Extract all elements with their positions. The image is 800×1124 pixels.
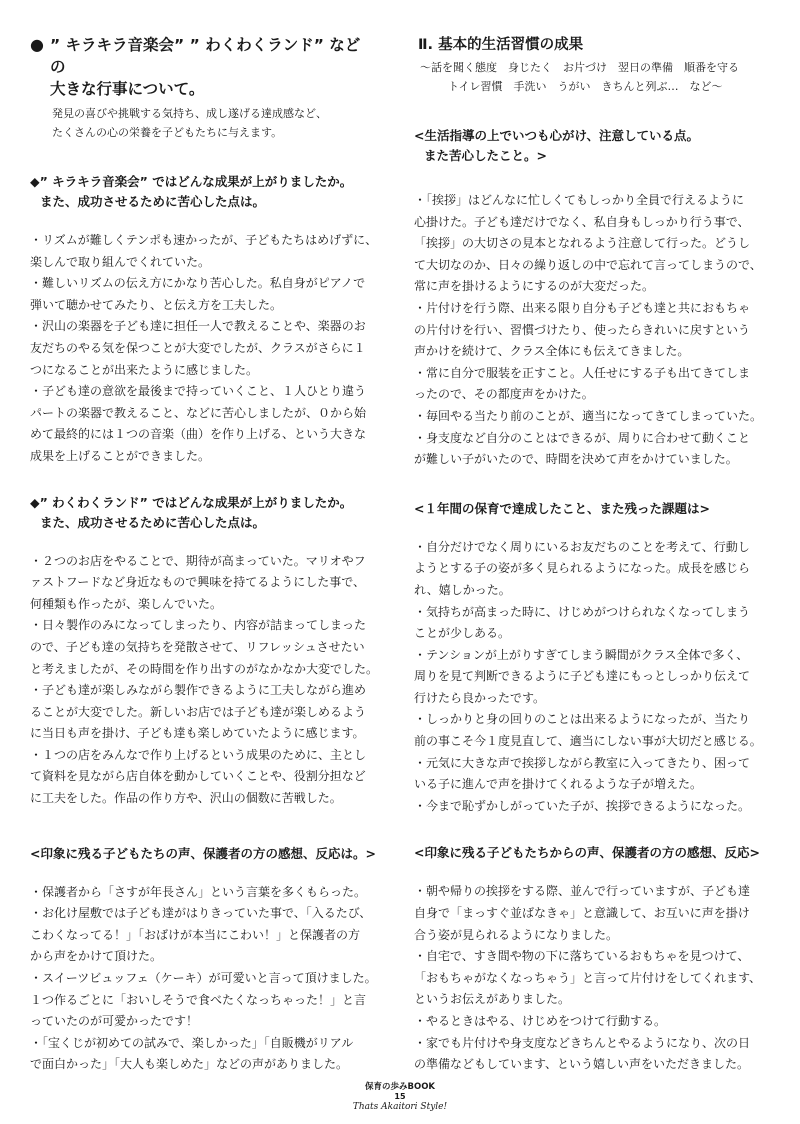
text-line: ・スイーツビュッフェ（ケーキ）が可愛いと言って頂けました。 <box>30 971 377 986</box>
text-line: パートの楽器で教えること、などに苦心しましたが、０から始 <box>30 405 367 420</box>
text-line: ・「宝くじが初めての試みで、楽しかった」「自販機がリアル <box>30 1035 354 1050</box>
guidance-question-line2: また苦心したこと。> <box>424 148 547 163</box>
music-question-line2: また、成功させるために苦心した点は。 <box>40 194 266 209</box>
impression-answer <box>30 882 375 1076</box>
music-question-line1: ◆” キラキラ音楽会” ではどんな成果が上がりましたか。 <box>30 174 353 189</box>
intro-line: たくさんの心の栄養を子どもたちに与えます。 <box>52 126 283 139</box>
text-line: ・日々製作のみになってしまったり、内容が詰まってしまった <box>30 618 367 633</box>
text-line: 自身で「まっすぐ並ばなきゃ」と意識して、お互いに声を掛け <box>414 906 750 921</box>
text-line: 楽しんで取り組んでくれていた。 <box>30 254 211 269</box>
text-line: ・自分だけでなく周りにいるお友だちのことを考えて、行動し <box>414 539 750 554</box>
text-line: れ、嬉しかった。 <box>414 582 511 597</box>
music-question <box>30 172 375 212</box>
page-number: 15 <box>394 1092 406 1101</box>
achievement-answer <box>414 537 776 818</box>
music-answer <box>30 230 378 468</box>
text-line: ・気持ちが高まった時に、けじめがつけられなくなってしまう <box>414 604 751 619</box>
text-line: て資料を見ながら店自体を動かしていくことや、役割分担など <box>30 769 366 784</box>
text-line: ・元気に大きな声で挨拶しながら教室に入ってきたり、困って <box>414 755 751 770</box>
right-column <box>414 34 776 1076</box>
left-column <box>30 34 379 1076</box>
wakuwaku-question-line2: また、成功させるために苦心した点は。 <box>40 514 266 530</box>
text-line: で面白かった」「大人も楽しめた」などの声がありました。 <box>30 1057 349 1072</box>
text-line: ・毎回やる当たり前のことが、適当になってきてしまっていた。 <box>414 408 763 423</box>
text-line: ・子ども達の意欲を最後まで持っていくこと、１人ひとり違う <box>30 384 367 399</box>
text-line: ・家でも片付けや身支度などきちんとやるようになり、次の日 <box>414 1035 751 1050</box>
text-line: ・しっかりと身の回りのことは出来るようになったが、当たり <box>414 712 751 727</box>
text-line: 弾いて聴かせてみたり、と伝え方を工夫した。 <box>30 297 283 312</box>
wakuwaku-answer <box>30 551 379 810</box>
text-line: というお伝えがありました。 <box>414 992 571 1007</box>
text-line: 成果を上げることができました。 <box>30 448 211 463</box>
habits-subtitle-line2: トイレ習慣 手洗い うがい きちんと列ぶ… など〜 <box>448 80 723 93</box>
text-line: 前の事こそ今１度見直して、適当にしない事が大切だと感じる。 <box>414 734 762 749</box>
text-line: こわくなってる！」「おばけが本当にこわい！」と保護者の方 <box>30 927 361 942</box>
text-line: いる子に進んで声を掛けてくれるような子が増えた。 <box>414 777 703 792</box>
footer-tagline: Thats Akaitori Style! <box>352 1102 448 1112</box>
text-line: ・お化け屋敷では子ども達がはりきっていた事で、「入るたび、 <box>30 906 372 921</box>
text-line: の準備などもしています、という嬉しい声をいただきました。 <box>414 1057 750 1072</box>
text-line: 友だちのやる気を保つことが大変でしたが、クラスがさらに１ <box>30 340 366 355</box>
text-line: 「挨拶」の大切さの見本となれるよう注意して行った。どうし <box>414 236 751 251</box>
text-line: ァストフードなど身近なもので興味を持てるようにした事で、 <box>30 575 366 590</box>
text-line: 行けたら良かったです。 <box>414 690 546 705</box>
text-line: ようとする子の姿が多く見られるようになった。成長を感じら <box>414 561 751 576</box>
text-line: ・沢山の楽器を子ども達に担任一人で教えることや、楽器のお <box>30 319 366 334</box>
text-line: に当日も声を掛け、子ども達も楽しめていたように感じます。 <box>30 726 365 741</box>
text-line: １つ作るごとに「おいしそうで食べたくなっちゃった！」と言 <box>30 992 367 1007</box>
text-line: ことが少しある。 <box>414 626 511 641</box>
achievement-question: <１年間の保育で達成したこと、また残った課題は> <box>414 500 710 516</box>
text-line: っていたのが可愛かったです！ <box>30 1014 199 1029</box>
text-line: 常に声を掛けるようにするのが大変だった。 <box>414 279 655 294</box>
text-line: つになることが出来たように感じました。 <box>30 362 259 377</box>
heading-bullet: ● <box>30 35 44 54</box>
text-line: ので、子ども達の気持ちを発散させて、リフレッシュさせたい <box>30 639 365 654</box>
text-line: ・２つのお店をやることで、期待が高まっていた。マリオやフ <box>30 553 366 568</box>
text-line: ・片付けを行う際、出来る限り自分も子ども達と共におもちゃ <box>414 300 751 315</box>
text-line: と考えましたが、その時間を作り出すのがなかなか大変でした。 <box>30 661 379 676</box>
text-line: ・今まで恥ずかしがっていた子が、挨拶できるようになった。 <box>414 798 751 813</box>
wakuwaku-question-line1: ◆” わくわくランド” ではどんな成果が上がりましたか。 <box>30 494 353 510</box>
text-line: ・「挨拶」はどんなに忙しくてもしっかり全員で行えるように <box>414 193 745 207</box>
text-line: 何種類も作ったが、楽しんでいた。 <box>30 596 223 611</box>
text-line: ・自宅で、すき間や物の下に落ちているおもちゃを見つけて、 <box>414 949 750 964</box>
guidance-question-line1: <生活指導の上でいつも心がけ、注意している点。 <box>414 128 699 143</box>
habits-subtitle <box>414 58 776 96</box>
text-line: ったので、その都度声をかけた。 <box>414 387 594 402</box>
text-line: ることが大変でした。新しいお店では子ども達が楽しめるよう <box>30 704 367 719</box>
text-line: 周りを見て判断できるように子ども達にもっとしっかり伝えて <box>414 669 751 684</box>
text-line: の片付けを行い、習慣づけたり、使ったらきれいに戻すという <box>414 322 751 337</box>
text-line: ・子ども達が楽しみながら製作できるように工夫しながら進め <box>30 683 367 698</box>
feedback-question: <印象に残る子どもたちからの声、保護者の方の感想、反応> <box>414 845 760 861</box>
text-line: が難しい子がいたので、時間を決めて声をかけていました。 <box>414 452 738 467</box>
text-line: ・リズムが難しくテンポも速かったが、子どもたちはめげずに、 <box>30 233 378 247</box>
text-line: 「おもちゃがなくなっちゃう」と言って片付けをしてくれます、 <box>414 970 762 985</box>
text-line: ・難しいリズムの伝え方にかなり苦心した。私自身がピアノで <box>30 276 366 291</box>
text-line: ・身支度など自分のことはできるが、周りに合わせて動くこと <box>414 430 751 445</box>
event-heading-line2: 大きな行事について。 <box>49 80 205 98</box>
text-line: ・朝や帰りの挨拶をする際、並んで行っていますが、子ども達 <box>414 884 751 899</box>
text-line: から声をかけて頂けた。 <box>30 949 163 964</box>
page-footer <box>0 1082 800 1112</box>
event-heading <box>30 34 375 100</box>
text-line: ・やるときはやる、けじめをつけて行動する。 <box>414 1014 667 1028</box>
text-line: ・テンションが上がりすぎてしまう瞬間がクラス全体で多く、 <box>414 647 749 662</box>
footer-book-title: 保育の歩みBOOK <box>364 1082 436 1092</box>
intro-line: 発見の喜びや挑戦する気持ち、成し遂げる達成感など、 <box>52 107 327 120</box>
impression-question: <印象に残る子どもたちの声、保護者の方の感想、反応は。> <box>30 845 376 861</box>
habits-subtitle-line1: 〜話を聞く態度 身じたく お片づけ 翌日の準備 順番を守る <box>420 61 739 74</box>
text-line: に工夫をした。作品の作り方や、沢山の個数に苦戦した。 <box>30 791 342 806</box>
text-line: て大切なのか、日々の繰り返しの中で忘れて言ってしまうので、 <box>414 257 762 272</box>
text-line: ・保護者から「さすが年長さん」という言葉を多くもらった。 <box>30 884 367 899</box>
guidance-question <box>414 126 776 166</box>
text-line: 心掛けた。子ども達だけでなく、私自身もしっかり行う事で、 <box>414 214 750 229</box>
text-line: ・常に自分で服装を正すこと。人任せにする子も出てきてしま <box>414 365 751 380</box>
habits-title: Ⅱ. 基本的生活習慣の成果 <box>418 37 584 53</box>
event-intro <box>52 104 375 142</box>
wakuwaku-question <box>30 493 375 533</box>
event-heading-line1: ” キラキラ音楽会” ” わくわくランド” などの <box>49 36 361 76</box>
text-line: めて最終的には１つの音楽（曲）を作り上げる、という大きな <box>30 427 367 442</box>
text-line: 声かけを続けて、クラス全体にも伝えてきました。 <box>414 344 690 359</box>
text-line: 合う姿が見られるようになりました。 <box>414 927 619 942</box>
guidance-answer <box>414 190 776 471</box>
feedback-answer <box>414 881 776 1075</box>
text-line: ・１つの店をみんなで作り上げるという成果のために、主とし <box>30 747 367 762</box>
